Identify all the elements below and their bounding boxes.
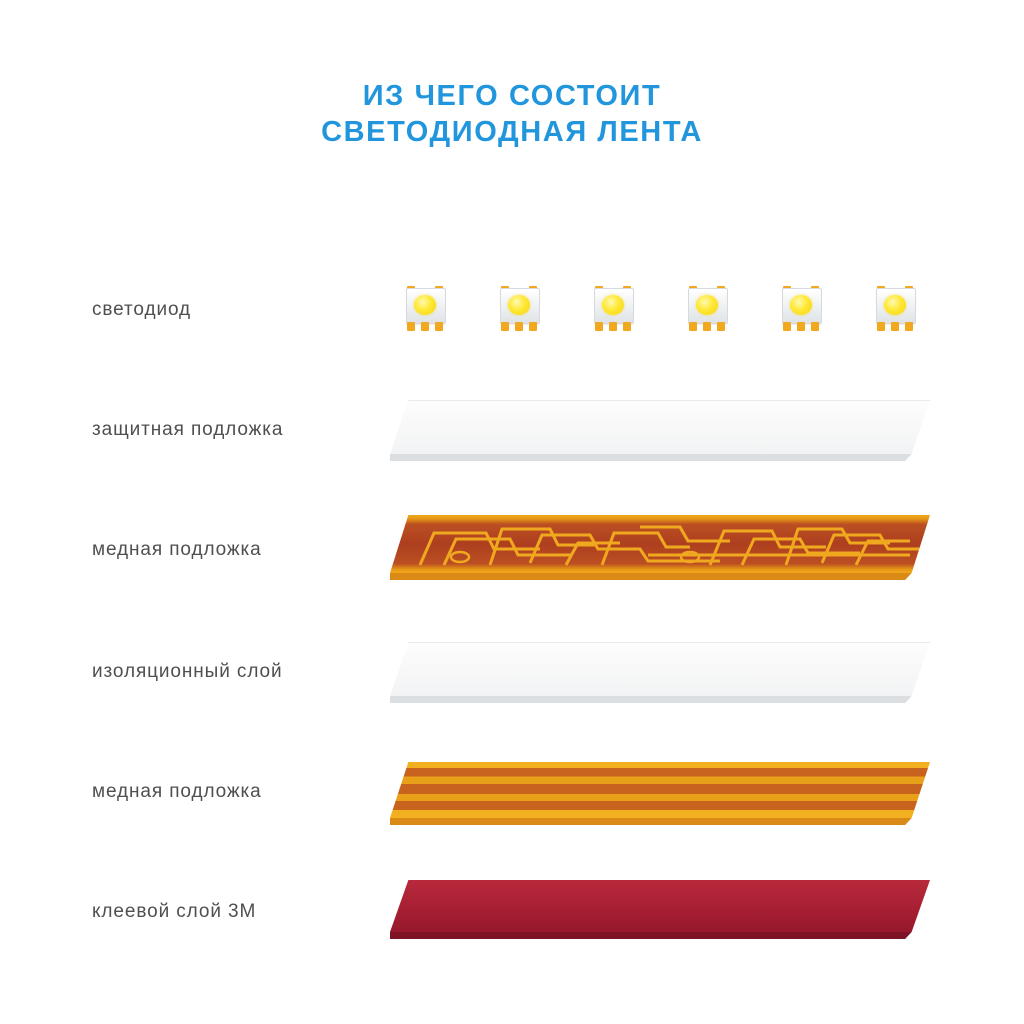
- led-pad-icon: [623, 322, 631, 331]
- pcb-trace-icon: [390, 515, 930, 573]
- slab-face: [390, 400, 930, 454]
- slab-edge: [390, 818, 930, 825]
- led-emitter-icon: [696, 295, 718, 315]
- page-title-line-1: ИЗ ЧЕГО СОСТОИТ: [362, 80, 662, 112]
- layer-label-insulation: изоляционный слой: [92, 661, 283, 682]
- page-title-line-2: СВЕТОДИОДНАЯ ЛЕНТА: [321, 116, 703, 148]
- led-pad-icon: [783, 322, 791, 331]
- led-pad-icon: [717, 322, 725, 331]
- layer-label-adhesive: клеевой слой 3M: [92, 901, 257, 922]
- layer-art-adhesive: [385, 852, 945, 972]
- layer-art-copper-top: [385, 490, 945, 610]
- layer-row-adhesive: [0, 852, 1024, 972]
- slab-face: [390, 762, 930, 818]
- slab-copper-bottom: [390, 762, 930, 818]
- led-pad-icon: [501, 322, 509, 331]
- slab-edge: [390, 454, 930, 461]
- led-pad-icon: [689, 322, 697, 331]
- led-row: [385, 274, 945, 346]
- led-chip: [873, 286, 917, 334]
- led-pad-icon: [905, 322, 913, 331]
- led-pad-icon: [891, 322, 899, 331]
- led-chip: [591, 286, 635, 334]
- led-chip: [685, 286, 729, 334]
- layer-art-protective: [385, 370, 945, 490]
- slab-adhesive: [390, 880, 930, 932]
- slab-protective: [390, 400, 930, 454]
- slab-insulation: [390, 642, 930, 696]
- slab-edge: [390, 696, 930, 703]
- layer-row-insulation: [0, 612, 1024, 732]
- led-pad-icon: [609, 322, 617, 331]
- led-emitter-icon: [414, 295, 436, 315]
- layer-label-copper-top: медная подложка: [92, 539, 262, 560]
- led-pad-icon: [407, 322, 415, 331]
- led-chip: [403, 286, 447, 334]
- layer-row-copper-top: [0, 490, 1024, 610]
- layer-label-copper-bottom: медная подложка: [92, 781, 262, 802]
- layer-art-insulation: [385, 612, 945, 732]
- led-emitter-icon: [790, 295, 812, 315]
- led-pad-icon: [797, 322, 805, 331]
- led-emitter-icon: [884, 295, 906, 315]
- led-pad-icon: [595, 322, 603, 331]
- led-pad-icon: [703, 322, 711, 331]
- slab-edge: [390, 573, 930, 580]
- layer-label-led: светодиод: [92, 299, 191, 320]
- slab-edge: [390, 932, 930, 939]
- layer-art-copper-bottom: [385, 732, 945, 852]
- slab-copper-top: [390, 515, 930, 573]
- led-chip: [497, 286, 541, 334]
- slab-face: [390, 642, 930, 696]
- led-emitter-icon: [508, 295, 530, 315]
- led-chip: [779, 286, 823, 334]
- led-pad-icon: [529, 322, 537, 331]
- led-pad-icon: [877, 322, 885, 331]
- led-pad-icon: [435, 322, 443, 331]
- slab-face: [390, 880, 930, 932]
- layer-row-protective: [0, 370, 1024, 490]
- led-emitter-icon: [602, 295, 624, 315]
- layer-row-copper-bottom: [0, 732, 1024, 852]
- layer-row-led: [0, 250, 1024, 370]
- led-pad-icon: [421, 322, 429, 331]
- layer-label-protective: защитная подложка: [92, 419, 284, 440]
- led-pad-icon: [811, 322, 819, 331]
- led-pad-icon: [515, 322, 523, 331]
